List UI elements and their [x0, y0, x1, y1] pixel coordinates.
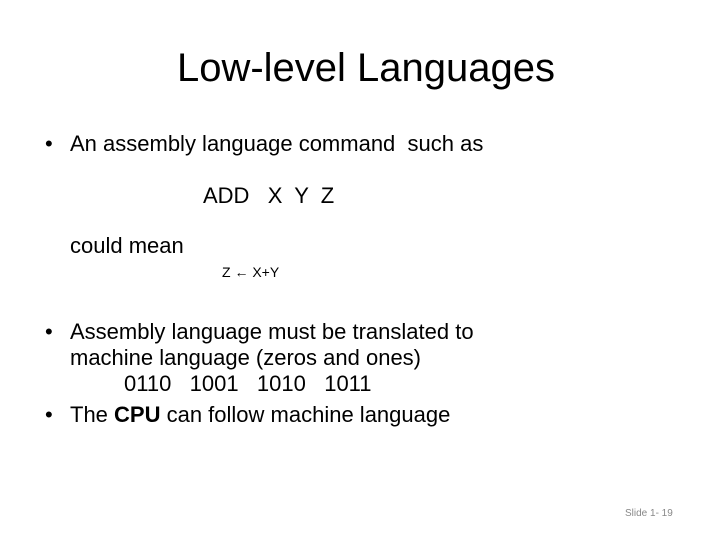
left-arrow-icon: ← — [234, 264, 249, 280]
slide-title: Low-level Languages — [176, 46, 556, 90]
slide-number: Slide 1- 19 — [625, 508, 673, 519]
could-mean-text: could mean — [70, 233, 184, 258]
bullet-text-cpu-post: can follow machine language — [160, 402, 451, 427]
bullet-text-cpu-pre: The — [70, 402, 115, 427]
bullet-text-translation-continued: machine language (zeros and ones) — [70, 345, 422, 370]
bullet-text-translation: Assembly language must be translated to — [70, 319, 474, 344]
bullet-marker: • — [45, 319, 53, 344]
meaning-expression: Z ← X+Y — [222, 264, 280, 280]
bullet-marker: • — [45, 131, 53, 156]
bullet-text-assembly-command: An assembly language command such as — [70, 131, 484, 156]
cpu-emphasis: CPU — [114, 402, 161, 427]
assembly-command-example: ADD X Y Z — [203, 183, 335, 208]
binary-example: 0110 1001 1010 1011 — [124, 371, 372, 396]
bullet-marker: • — [45, 402, 53, 427]
bullet-text-cpu — [70, 402, 450, 428]
